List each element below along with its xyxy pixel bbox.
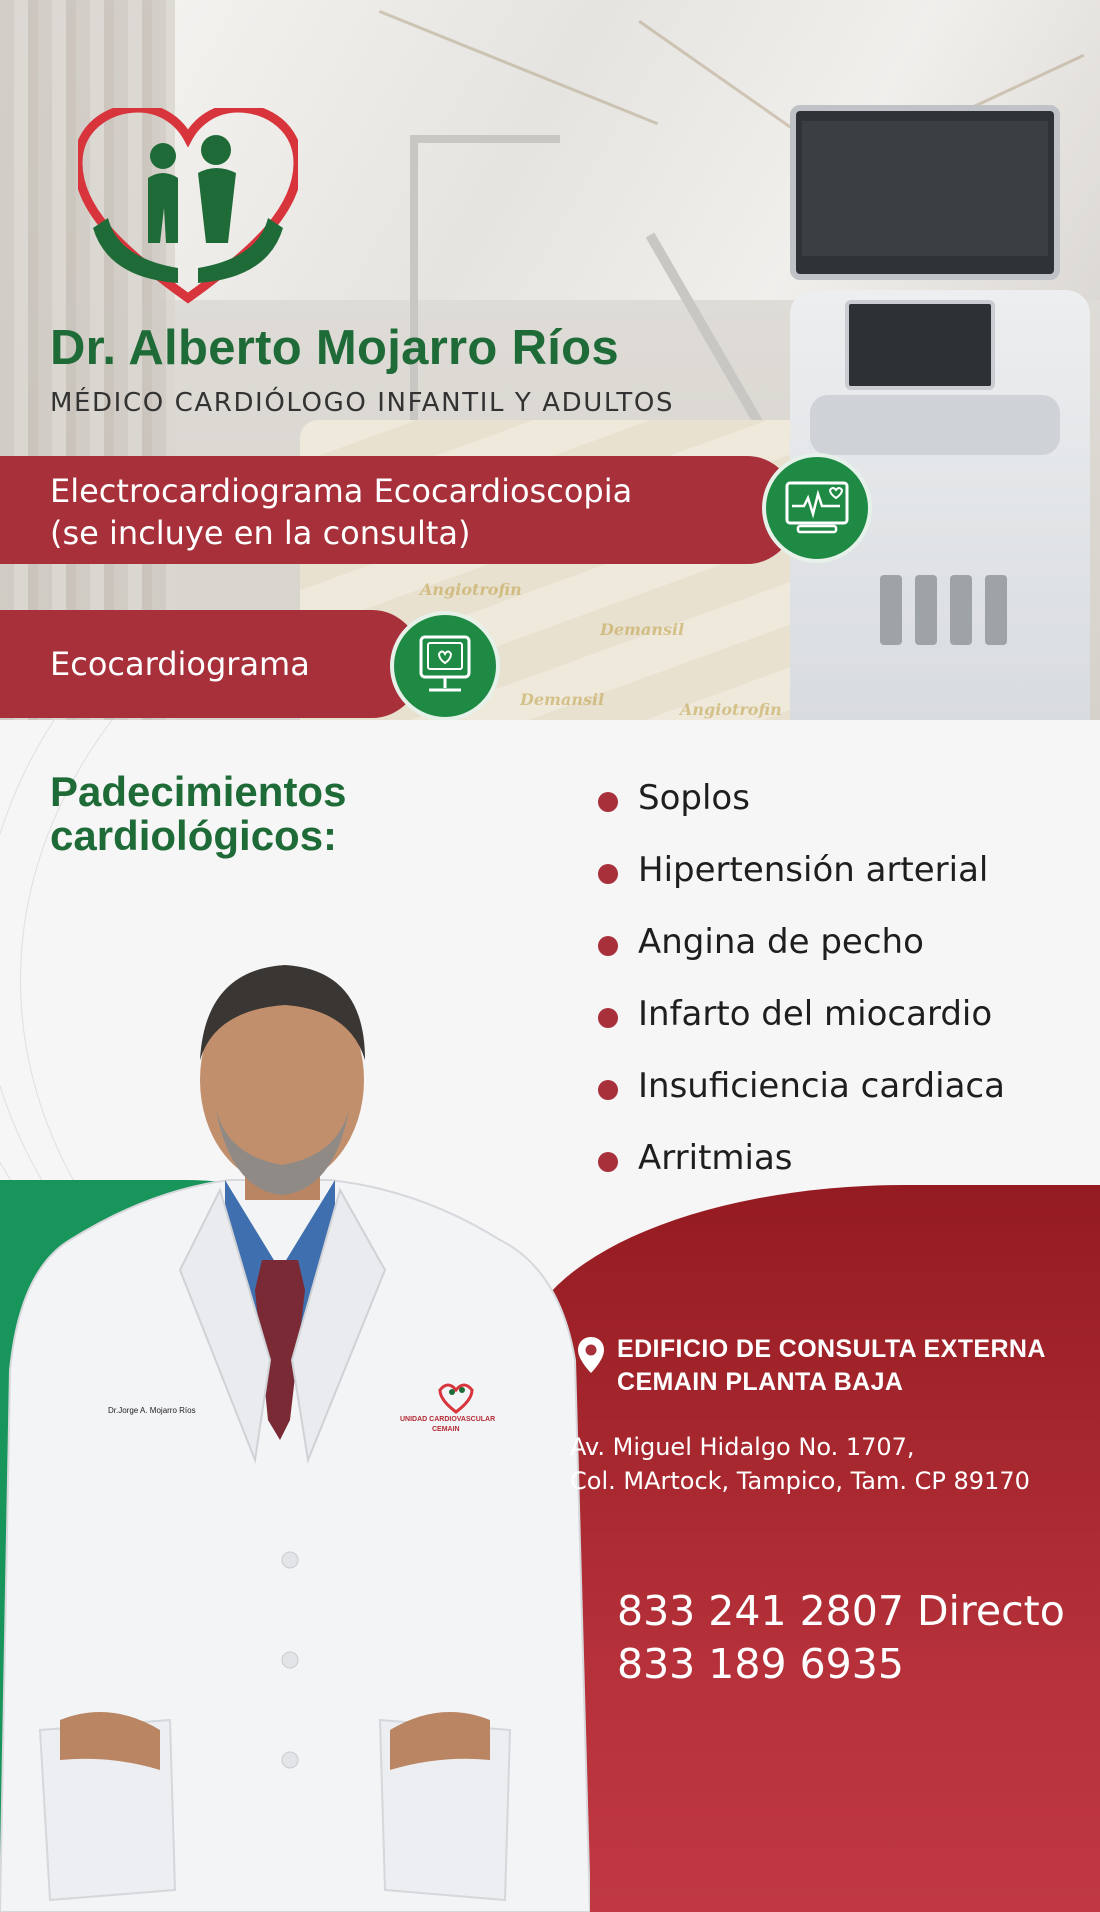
ultrasound-control-panel xyxy=(810,395,1060,455)
bed-pattern-text: Demansil xyxy=(520,690,605,709)
location-pin-icon xyxy=(577,1336,605,1374)
list-item xyxy=(598,1058,1005,1130)
ecg-monitor-icon xyxy=(762,453,872,563)
service-band-ecg xyxy=(0,456,795,564)
address xyxy=(570,1430,1030,1498)
list-item xyxy=(598,842,1005,914)
condition-text: Infarto del miocardio xyxy=(638,994,993,1034)
service-line: Electrocardiograma Ecocardioscopia xyxy=(50,472,633,510)
bullet-icon xyxy=(598,792,618,812)
bullet-icon xyxy=(598,864,618,884)
service-line: (se incluye en la consulta) xyxy=(50,514,471,552)
address-line: Av. Miguel Hidalgo No. 1707, xyxy=(570,1433,915,1461)
bullet-icon xyxy=(598,1008,618,1028)
conditions-title xyxy=(50,770,346,858)
lamp-arm xyxy=(410,135,560,143)
probe-holder xyxy=(985,575,1007,645)
heart-family-logo-icon xyxy=(78,108,298,308)
bullet-icon xyxy=(598,1152,618,1172)
location-heading xyxy=(617,1333,1046,1399)
probe-holder xyxy=(880,575,902,645)
doctor-photo xyxy=(0,940,590,1912)
bullet-icon xyxy=(598,936,618,956)
coat-logo-text: UNIDAD CARDIOVASCULAR xyxy=(400,1416,496,1423)
doctor-name: Dr. Alberto Mojarro Ríos xyxy=(50,321,619,375)
condition-text: Soplos xyxy=(638,778,750,818)
location-heading-line: EDIFICIO DE CONSULTA EXTERNA xyxy=(617,1335,1046,1363)
coat-name-tag: Dr.Jorge A. Mojarro Ríos xyxy=(108,1406,196,1415)
address-line: Col. MArtock, Tampico, Tam. CP 89170 xyxy=(570,1467,1030,1495)
echo-monitor-icon xyxy=(390,611,500,721)
ultrasound-touchscreen xyxy=(845,300,995,390)
probe-holder xyxy=(950,575,972,645)
condition-text: Hipertensión arterial xyxy=(638,850,989,890)
list-item xyxy=(598,914,1005,986)
condition-text: Insuficiencia cardiaca xyxy=(638,1066,1005,1106)
bed-pattern-text: Angiotrofin xyxy=(680,700,782,719)
ultrasound-monitor xyxy=(790,105,1060,280)
coat-logo-text: CEMAIN xyxy=(432,1426,460,1433)
probe-holder xyxy=(915,575,937,645)
specialty-subtitle: MÉDICO CARDIÓLOGO INFANTIL Y ADULTOS xyxy=(50,388,675,418)
phone-direct[interactable]: 833 241 2807 Directo xyxy=(617,1587,1065,1635)
conditions-title-line: cardiológicos: xyxy=(50,812,338,859)
condition-text: Arritmias xyxy=(638,1138,793,1178)
bullet-icon xyxy=(598,1080,618,1100)
service-text xyxy=(50,470,632,554)
list-item xyxy=(598,770,1005,842)
service-text: Ecocardiograma xyxy=(50,645,310,683)
bed-pattern-text: Demansil xyxy=(600,620,685,639)
condition-text: Angina de pecho xyxy=(638,922,924,962)
conditions-list xyxy=(598,770,1005,1202)
phone-secondary[interactable]: 833 189 6935 xyxy=(617,1640,904,1688)
bed-pattern-text: Angiotrofin xyxy=(420,580,522,599)
contact-panel xyxy=(520,1185,1100,1912)
list-item xyxy=(598,986,1005,1058)
conditions-title-line: Padecimientos xyxy=(50,768,347,815)
service-band-echo xyxy=(0,610,420,718)
location-heading-line: CEMAIN PLANTA BAJA xyxy=(617,1368,904,1396)
